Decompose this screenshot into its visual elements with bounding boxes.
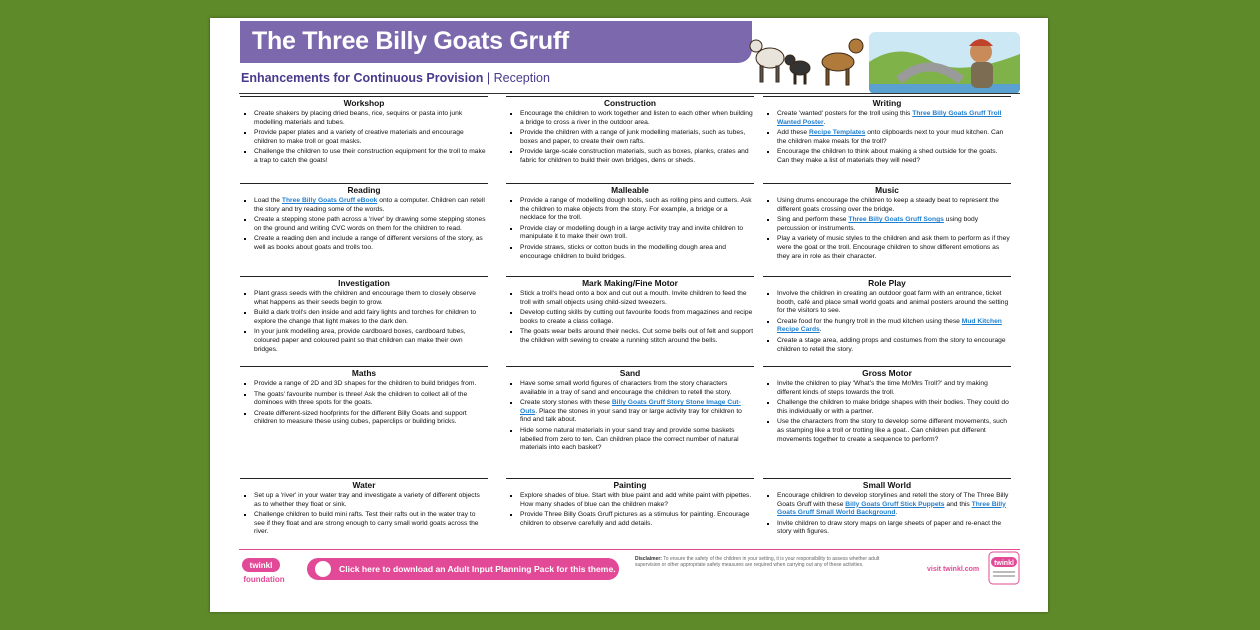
activity-item — [520, 427, 754, 453]
activity-text: Provide a range of modelling dough tools, such as rolling pins and cutters. Ask the children to make objects from the story. For example, a bridge or a necklace for the troll. — [520, 197, 752, 222]
resource-link[interactable]: Billy Goats Gruff Stick Puppets — [845, 500, 945, 508]
activity-item — [254, 129, 488, 146]
activity-item — [777, 148, 1011, 165]
svg-text:twinkl: twinkl — [994, 560, 1014, 567]
activity-text: Add these — [777, 129, 809, 137]
activity-list — [763, 290, 1011, 354]
title-banner — [240, 21, 752, 63]
resource-sheet — [210, 18, 1048, 612]
activity-text: Build a dark troll's den inside and add fairy lights and torches for children to explore the change that light makes to the dark den. — [254, 309, 477, 325]
activity-item — [254, 492, 488, 509]
footer-divider — [239, 549, 1020, 550]
resource-link[interactable]: Three Billy Goats Gruff eBook — [281, 197, 378, 204]
activity-text: Develop cutting skills by cutting out favourite foods from magazines and recipe books to create a class collage. — [520, 309, 753, 325]
activity-item — [520, 328, 754, 345]
activity-item — [520, 129, 754, 146]
section-workshop — [240, 96, 488, 168]
section-heading: Mark Making/Fine Motor — [506, 276, 754, 288]
activity-item — [520, 225, 754, 242]
activity-text: Encourage the children to think about making a shed outside for the goats. Can they make a list of materials they will need? — [777, 148, 998, 164]
activity-text: Provide the children with a range of junk modelling materials, such as tubes, boxes and paper, to create their own rafts. — [520, 129, 746, 145]
activity-item — [520, 492, 754, 509]
section-heading: Water — [240, 478, 488, 490]
resource-link[interactable]: Mud Kitchen Recipe Cards — [777, 317, 1002, 334]
activity-list — [506, 197, 754, 261]
activity-item — [254, 328, 488, 354]
activity-text: Invite the children to play 'What's the time Mr/Mrs Troll?' and try making different kinds of steps towards the troll. — [777, 380, 988, 396]
activity-text: Provide Three Billy Goats Gruff pictures as a stimulus for painting. Encourage children to observe carefully and add details. — [520, 511, 750, 527]
activity-text: . Place the stones in your sand tray or large activity tray for children to find and talk about. — [520, 407, 742, 424]
activity-item — [254, 380, 488, 389]
disclaimer-text: To ensure the safety of the children in your setting, it is your responsibility to assess whether adult supervision or other appropriate safety measures are required when carrying out any of these activities. — [635, 556, 880, 569]
activity-text: Set up a 'river' in your water tray and investigate a variety of different objects as to whether they float or sink. — [254, 492, 480, 508]
section-heading: Writing — [763, 96, 1011, 108]
section-gross-motor — [763, 366, 1011, 446]
section-heading: Construction — [506, 96, 754, 108]
activity-item — [254, 391, 488, 408]
section-heading: Music — [763, 183, 1011, 195]
activity-list — [506, 380, 754, 453]
section-heading: Maths — [240, 366, 488, 378]
activity-text: Provide paper plates and a variety of creative materials and encourage children to make troll or goat masks. — [254, 129, 464, 145]
subtitle-main: Enhancements for Continuous Provision — [241, 71, 484, 85]
activity-list — [763, 110, 1011, 166]
activity-item — [777, 318, 1011, 335]
download-planning-pack-button[interactable] — [307, 558, 619, 580]
activity-text: Sing and perform these — [777, 216, 849, 224]
section-investigation — [240, 276, 488, 356]
activity-text: Provide large-scale construction materials, such as boxes, planks, crates and fabric for children to build their own bridges, dens or sheds. — [520, 148, 749, 164]
activity-list — [763, 380, 1011, 444]
activity-item — [520, 511, 754, 528]
activity-text: . — [895, 509, 898, 517]
activity-text: Encourage the children to work together and listen to each other when building a bridge to cross a river in the outdoor area. — [520, 110, 753, 126]
download-label: Click here to download an Adult Input Planning Pack for this theme. — [339, 564, 616, 574]
section-heading: Workshop — [240, 96, 488, 108]
page-title: The Three Billy Goats Gruff — [252, 27, 569, 55]
header-rule — [239, 93, 1020, 94]
section-construction — [506, 96, 754, 168]
twinkl-logo — [988, 551, 1020, 585]
activity-list — [506, 110, 754, 166]
activity-text: Challenge the children to use their construction equipment for the troll to make a trap to catch the goats! — [254, 148, 486, 164]
activity-text: Encourage children to develop storylines and retell the story of The Three Billy Goats Gruff with these — [777, 492, 1009, 508]
activity-item — [520, 380, 754, 397]
activity-text: Using drums encourage the children to keep a steady beat to represent the different goats crossing over the bridge. — [777, 197, 999, 213]
activity-item — [254, 110, 488, 127]
activity-item — [777, 235, 1011, 261]
activity-text: Create food for the hungry troll in the mud kitchen using these — [777, 317, 962, 325]
section-writing — [763, 96, 1011, 168]
activity-text: Use the characters from the story to develop some different movements, such as stamping like a troll or trotting like a goat.. Can children put different movements together to create a sequence to perform? — [777, 418, 1007, 443]
activity-text: Create a stepping stone path across a 'river' by drawing some stepping stones on the ground and writing CVC words on them for the children to read. — [254, 216, 486, 232]
activity-item — [254, 216, 488, 233]
section-water — [240, 478, 488, 539]
resource-link[interactable]: Three Billy Goats Gruff Songs — [848, 216, 944, 224]
activity-item — [254, 148, 488, 165]
section-heading: Malleable — [506, 183, 754, 195]
activity-item — [777, 492, 1011, 518]
section-maths — [240, 366, 488, 429]
activity-item — [520, 244, 754, 261]
activity-item — [254, 511, 488, 537]
activity-text: Plant grass seeds with the children and encourage them to closely observe what happens as their seeds begin to grow. — [254, 290, 476, 306]
activity-item — [777, 110, 1011, 127]
activity-item — [777, 197, 1011, 214]
activity-text: Explore shades of blue. Start with blue paint and add white paint with pipettes. How many shades of blue can the children make? — [520, 492, 752, 508]
section-malleable — [506, 183, 754, 263]
activity-text: onto a computer. Children can retell the story and try reading some of the words. — [254, 197, 485, 213]
activity-text: onto clipboards next to your mud kitchen. Can the children make meals for the troll? — [777, 129, 1004, 145]
activity-list — [240, 197, 488, 253]
svg-text:twinkl: twinkl — [249, 561, 273, 570]
activity-text: Create a reading den and include a range of different versions of the story, as well as books about goats and trolls too. — [254, 235, 483, 251]
resource-link[interactable]: Three Billy Goats Gruff Small World Background — [777, 500, 1006, 517]
section-heading: Reading — [240, 183, 488, 195]
twinkl-foundation-logo — [240, 556, 292, 586]
activity-text: Play a variety of music styles to the children and ask them to perform as if they were the goat or the troll. Encourage children to show different emotions as they are in role as their character. — [777, 235, 1010, 260]
activity-text: Challenge children to build mini rafts. Test their rafts out in the water tray to see if they float and are strong enough to carry small world goats across the river. — [254, 511, 479, 536]
section-small-world — [763, 478, 1011, 539]
activity-list — [763, 492, 1011, 537]
visit-link[interactable]: visit twinkl.com — [927, 566, 980, 573]
activity-text: Have some small world figures of characters from the story characters available in a tray of sand and encourage the children to retell the story. — [520, 380, 732, 396]
activity-text: In your junk modelling area, provide cardboard boxes, cardboard tubes, coloured paper and coloured paint so that children can make their own bridges. — [254, 328, 466, 353]
activity-item — [777, 380, 1011, 397]
activity-text: Challenge the children to make bridge shapes with their bodies. They could do this individually or with a partner. — [777, 399, 1009, 415]
activity-text: Hide some natural materials in your sand tray and provide some baskets labelled from zero to ten. Can children place the correct number of natural materials into each basket? — [520, 426, 739, 452]
activity-item — [254, 309, 488, 326]
activity-item — [254, 197, 488, 214]
activity-item — [777, 520, 1011, 537]
activity-item — [777, 418, 1011, 444]
activity-text: Create 'wanted' posters for the troll using this — [777, 110, 913, 117]
activity-text: Invite children to draw story maps on large sheets of paper and re-enact the story with figures. — [777, 519, 1002, 536]
activity-text: The goats' favourite number is three! Ask the children to collect all of the dominoes with three spots for the goats. — [254, 390, 468, 407]
activity-item — [777, 290, 1011, 316]
download-icon — [315, 561, 331, 577]
activity-item — [777, 337, 1011, 354]
activity-text: . — [823, 118, 826, 126]
disclaimer-label: Disclaimer: — [635, 556, 662, 562]
activity-text: The goats wear bells around their necks. Cut some bells out of felt and support the children with sewing to create a running stitch around the bells. — [520, 328, 754, 344]
activity-list — [506, 492, 754, 528]
activity-list — [240, 290, 488, 354]
activity-text: Provide a range of 2D and 3D shapes for the children to build bridges from. — [254, 380, 477, 387]
activity-item — [777, 399, 1011, 416]
subtitle-separator: | — [486, 71, 491, 85]
activity-text: Create a stage area, adding props and costumes from the story to encourage children to retell the story. — [777, 336, 1006, 353]
activity-item — [520, 309, 754, 326]
activity-item — [520, 148, 754, 165]
activity-text: Create different-sized hoofprints for the different Billy Goats and support children to measure these using cubes, paperclips or building bricks. — [254, 409, 467, 426]
subtitle — [241, 71, 550, 85]
activity-text: Load the — [254, 197, 282, 204]
section-heading: Sand — [506, 366, 754, 378]
svg-text:foundation: foundation — [243, 575, 285, 584]
activity-text: Involve the children in creating an outdoor goat farm with an entrance, ticket booth, café and place small world goats and animal posters around the setting for the visitors to see. — [777, 290, 1009, 315]
section-painting — [506, 478, 754, 530]
section-reading — [240, 183, 488, 255]
activity-list — [506, 290, 754, 346]
goats-illustration — [740, 24, 868, 90]
activity-text: Provide straws, sticks or cotton buds in the modelling dough area and encourage children to build bridges. — [520, 243, 726, 260]
section-sand — [506, 366, 754, 455]
activity-item — [520, 399, 754, 425]
disclaimer — [635, 556, 905, 568]
resource-link[interactable]: Billy Goats Gruff Story Stone Image Cut-Outs — [520, 399, 741, 415]
activity-text: using body percussion or instruments. — [777, 216, 979, 232]
troll-bridge-illustration — [869, 32, 1020, 94]
activity-item — [777, 216, 1011, 233]
activity-text: Create story stones with these — [520, 399, 612, 407]
section-heading: Small World — [763, 478, 1011, 490]
activity-text: and this — [944, 500, 972, 508]
activity-text: Provide clay or modelling dough in a large activity tray and invite children to manipulate it to make their own troll. — [520, 224, 744, 241]
activity-list — [240, 110, 488, 166]
activity-list — [240, 492, 488, 537]
activity-text: Create shakers by placing dried beans, rice, sequins or pasta into junk modelling materials and tubes. — [254, 110, 463, 126]
activity-item — [254, 235, 488, 252]
activity-list — [763, 197, 1011, 261]
section-music — [763, 183, 1011, 263]
activity-text: Stick a troll's head onto a box and cut out a mouth. Invite children to feed the troll with small objects using child-sized tweezers. — [520, 290, 747, 306]
activity-list — [240, 380, 488, 427]
section-heading: Investigation — [240, 276, 488, 288]
resource-link[interactable]: Recipe Templates — [808, 129, 866, 137]
section-role-play — [763, 276, 1011, 356]
activity-item — [520, 290, 754, 307]
section-mark-making-fine-motor — [506, 276, 754, 348]
activity-item — [520, 197, 754, 223]
activity-item — [254, 290, 488, 307]
activity-item — [777, 129, 1011, 146]
section-heading: Painting — [506, 478, 754, 490]
section-heading: Role Play — [763, 276, 1011, 288]
activity-item — [520, 110, 754, 127]
resource-link[interactable]: Three Billy Goats Gruff Troll Wanted Poster — [777, 110, 1002, 126]
subtitle-stage: Reception — [493, 71, 550, 85]
section-heading: Gross Motor — [763, 366, 1011, 378]
activity-item — [254, 410, 488, 427]
activity-text: . — [819, 326, 822, 334]
